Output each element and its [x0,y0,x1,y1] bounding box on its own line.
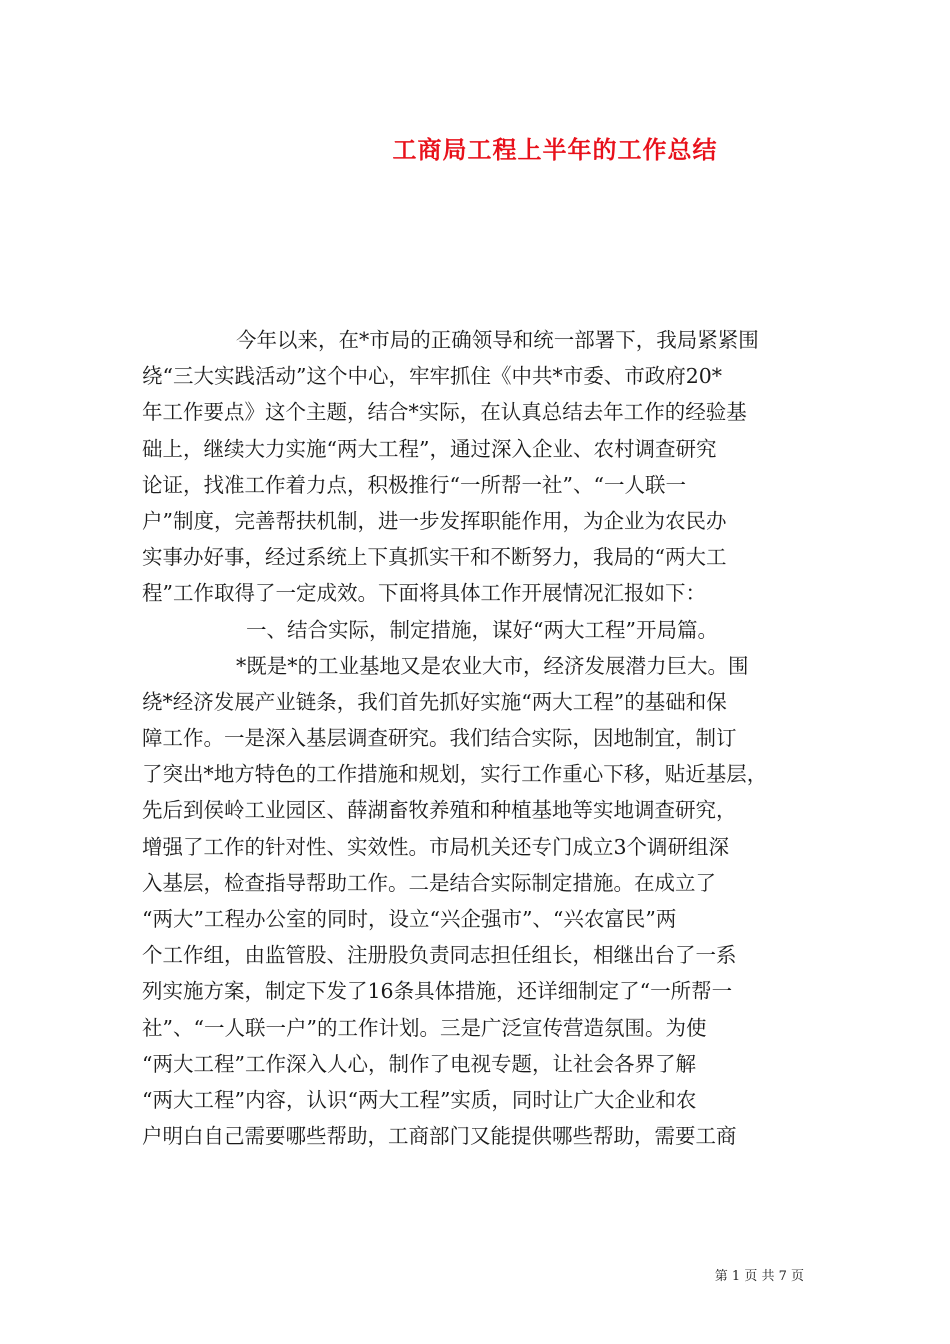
text-line: “两大工程”内容，认识“两大工程”实质，同时让广大企业和农 [142,1087,697,1112]
text-line: 障工作。一是深入基层调查研究。我们结合实际，因地制宜，制订 [142,726,737,751]
text-line: 户明白自己需要哪些帮助，工商部门又能提供哪些帮助，需要工商 [142,1124,737,1149]
text-line: 实事办好事，经过系统上下真抓实干和不断努力，我局的“两大工 [142,545,727,570]
text-line: “两大工程”工作深入人心，制作了电视专题，让社会各界了解 [142,1051,696,1076]
text-line: 绕“三大实践活动”这个中心，牢牢抓住《中共*市委、市政府20* [142,364,723,389]
text-line: 础上，继续大力实施“两大工程”，通过深入企业、农村调查研究 [142,436,717,461]
text-line: 社”、“一人联一户”的工作计划。三是广泛宣传营造氛围。为使 [142,1015,707,1040]
text-line: “两大”工程办公室的同时，设立“兴企强市”、“兴农富民”两 [142,907,677,931]
page-number: 第 1 页 共 7 页 [714,1269,804,1284]
text-line: 程”工作取得了一定成效。下面将具体工作开展情况汇报如下： [142,581,706,606]
section-heading: 一、结合实际，制定措施，谋好“两大工程”开局篇。 [246,617,718,642]
text-line: *既是*的工业基地又是农业大市，经济发展潜力巨大。围 [236,653,749,678]
text-line: 了突出*地方特色的工作措施和规划，实行工作重心下移，贴近基层， [142,762,768,787]
text-line: 先后到侯岭工业园区、薛湖畜牧养殖和种植基地等实地调查研究， [142,798,737,823]
page-title: 工商局工程上半年的工作总结 [392,136,718,164]
text-line: 入基层，检查指导帮助工作。二是结合实际制定措施。在成立了 [142,870,716,895]
text-line: 绕*经济发展产业链条，我们首先抓好实施“两大工程”的基础和保 [142,689,727,714]
text-line: 增强了工作的针对性、实效性。市局机关还专门成立3个调研组深 [142,834,730,859]
document-body [142,322,810,1154]
text-line: 个工作组，由监管股、注册股负责同志担任组长，相继出台了一系 [142,943,737,968]
text-line: 列实施方案，制定下发了16条具体措施，还详细制定了“一所帮一 [142,979,733,1004]
text-line: 户”制度，完善帮扶机制，进一步发挥职能作用，为企业为农民办 [142,508,727,533]
text-line: 年工作要点》这个主题，结合*实际，在认真总结去年工作的经验基 [142,400,747,425]
text-line: 论证，找准工作着力点，积极推行“一所帮一社”、“一人联一 [142,472,686,497]
text-line: 今年以来，在*市局的正确领导和统一部署下，我局紧紧围 [236,328,759,352]
